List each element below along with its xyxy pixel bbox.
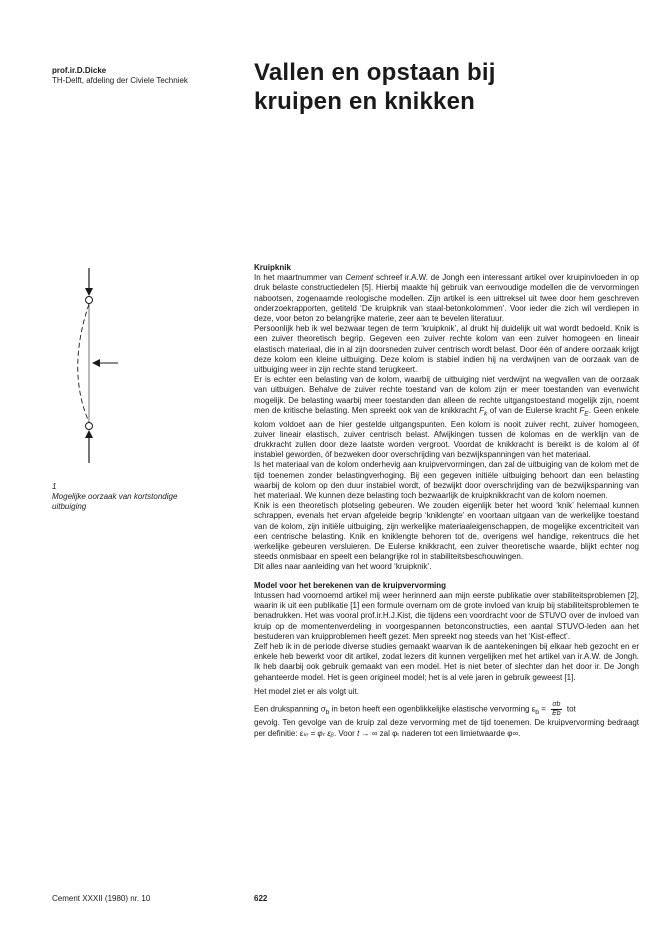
spacer	[254, 573, 639, 581]
subscript: k	[483, 410, 488, 418]
paragraph	[254, 273, 639, 324]
symbol-fe	[579, 405, 589, 418]
figure-caption-line-1: Mogelijke oorzaak van kortstondige	[52, 492, 178, 501]
text-run: . Voor	[333, 728, 358, 738]
deflected-column	[78, 304, 89, 422]
text-run: In het maartnummer van	[254, 273, 346, 283]
title-line-2: kruipen en knikken	[254, 88, 476, 115]
text-run: Er is echter een belasting van de kolom, waarbij de uitbuiging niet verdwijnt na wegvallen van de oorzaak van uitbuigen. Behalve de zuiver rechte toestand van de kolom zijn er meer toestanden van evenwicht mogelijk. De belasting waarbij meer toestanden dan alleen de rechte uitgangstoestand mogelijk zijn, noemt men de kritische belasting. Men spreekt ook van de knikkracht	[254, 375, 639, 415]
formula: ₖᵣ = φₜ εᵦ	[303, 728, 334, 738]
figure-caption	[52, 482, 237, 512]
symbol: F	[479, 405, 484, 415]
symbol: F	[579, 405, 585, 415]
paragraph: Zelf heb ik in de periode diverse studies gemaakt waarvan ik de aantekeningen bij elkaar heb gezocht en er enkele heb bewerkt voor dit artikel, zodat lezers dit kunnen vergelijken met het artikel van ir.A.W. de Jongh. Ik heb daarbij ook gebruik gemaakt van een model. Het is niet beter of slechter dan het door ir. De Jongh gehanteerde model. Het is geen origineel model; het is al vele jaren in gebruik geweest [1].	[254, 641, 639, 682]
figure-caption-line-2: uitbuiging	[52, 502, 87, 511]
text-run: Een drukspanning σ	[254, 704, 326, 714]
paragraph: Is het materiaal van de kolom onderhevig aan kruipvervormingen, dan zal de uitbuiging van de kolom met de tijd toenemen zonder belastingverhoging. Bij een gegeven initiële uitbuiging behoort dan een belasting waarbij de kolom op den duur instabiel wordt, of bezwijkt door overschrijding van de bezwijkspanning van het materiaal. We kunnen deze belasting toch bezwaarlijk de kruipknikkracht van de kolom noemen.	[254, 460, 639, 501]
author-block	[52, 66, 188, 86]
paragraph: Persoonlijk heb ik wel bezwaar tegen de term ‘kruipknik’, al drukt hij duidelijk uit wat wordt bedoeld. Knik is een zuiver theoretisch begrip. Gegeven een zuiver rechte kolom van een zuiver homogeen en lineair elastisch materiaal, die in al zijn doorsneden zuiver centrisch wordt belast. Door één of andere oorzaak krijgt deze kolom een kleine uitbuiging. Deze kolom is stabiel indien hij na verdwijnen van de oorzaak van de uitbuiging weer in zijn rechte stand terugkeert.	[254, 324, 639, 375]
top-hinge	[86, 297, 93, 304]
figure-number: 1	[52, 482, 57, 491]
text-run: of van de Eulerse kracht	[487, 405, 580, 415]
fraction-denominator: Eb	[552, 709, 561, 717]
subscript: E	[584, 410, 589, 418]
text-run: tot	[564, 704, 576, 714]
subscript: b	[535, 709, 539, 717]
column-buckling-figure	[60, 268, 120, 468]
paragraph: Het model ziet er als volgt uit.	[254, 686, 359, 696]
paragraph: Intussen had voornoemd artikel mij weer herinnerd aan mijn eerste publikatie over stabiliteitsproblemen [2], waarin ik uit een publikatie [1] een formule overnam om de grote invloed van kruip bij stabiliteitsproblemen te benadrukken. Het was vooral prof.ir.H.J.Kist, die tijdens een voordracht voor de STUVO over de invloed van kruip op de momentenverdeling in voorgespannen betonconstructies, een aantal STUVO-leden aan het bestuderen van kruipproblemen heeft gezet. Men spreekt nog steeds van het ‘Kist-effect’.	[254, 590, 639, 641]
subscript: b	[325, 709, 330, 717]
paragraph: Knik is een theoretisch plotseling gebeuren. We zouden eigenlijk beter het woord ‘knik’ helemaal kunnen schrappen, evenals het ervan afgeleide begrip ‘kniklengte’ en voortaan uitgaan van de werkelijke toestand van de kolom, zijn initiële uitbuiging, zijn werkelijke materiaaleigenschappen, de mogelijke excentriciteit van een centrische belasting. Knik en kniklengte behoren tot de, overigens wel handige, rekentrucs die het werkelijke gebeuren versluieren. De Eulerse knikkracht, een zuiver theoretische waarde, blijkt echter nog steeds onmisbaar en speelt een belangrijke rol in stabiliteitsbeschouwingen.	[254, 501, 639, 562]
author-name: prof.ir.D.Dicke	[52, 66, 107, 75]
page-number: 622	[254, 894, 268, 903]
journal-issue: Cement XXXII (1980) nr. 10	[52, 894, 151, 903]
formula: t → ∞	[357, 728, 378, 738]
top-load-arrowhead	[85, 288, 93, 296]
text-run: =	[538, 704, 549, 714]
bottom-hinge	[86, 423, 93, 430]
text-run: in beton heeft een ogenblikkelijke elastische vervorming ε	[329, 704, 536, 714]
title-line-1: Vallen en opstaan bij	[254, 59, 496, 86]
text-run: zal φₜ naderen tot een limietwaarde φ∞.	[377, 728, 521, 738]
fraction-numerator: σb	[552, 700, 561, 708]
article-body	[254, 263, 639, 739]
text-run: . Geen enkele kolom voldoet aan de hier gestelde uitgangspunten. Een kolom is nooit zuiver recht, zuiver homogeen, zuiver lineair elastisch, zuiver centrisch belast. Afwijkingen tussen de kolomas en de werklijn van de drukkracht zullen door deze laatste worden vergroot. Voordat de knikkracht is bereikt is de kolom al óf instabiel geworden, óf bezweken door overschrijding van bezwijkspanningen van het materiaal.	[254, 405, 640, 460]
text-run: gevolg. Ten gevolge van de kruip zal deze vervorming met de tijd toenemen. De kruipvervorming bedraagt per definitie: ε	[254, 718, 639, 738]
section-heading-kruipknik: Kruipknik	[254, 263, 291, 272]
journal-name: Cement	[345, 273, 374, 283]
formula-paragraph	[254, 701, 639, 718]
article-title	[254, 58, 634, 116]
section-heading-model: Model voor het berekenen van de kruipvervorming	[254, 580, 447, 590]
paragraph: Dit alles naar aanleiding van het woord ‘kruipknik’.	[254, 562, 432, 572]
paragraph	[254, 718, 639, 738]
lateral-force-arrowhead	[92, 359, 100, 367]
fraction	[551, 701, 562, 718]
text-run: schreef ir.A.W. de Jongh een interessant artikel over kruipinvloeden in op druk belaste constructiedelen [5]. Hierbij maakte hij gebruik van eenvoudige modellen die de vervormingen nabootsen, zogenaamde reologische modellen. Zijn artikel is een uittreksel uit twee door hem geschreven onderzoekrapporten, getiteld ‘De kruipknik van staal-betonkolommen’. Voor ieder die zich wil verdiepen in deze, voor beton zo belangrijke materie, zeer aan te bevelen literatuur.	[254, 273, 640, 324]
author-affiliation: TH-Delft, afdeling der Civiele Techniek	[52, 76, 188, 85]
paragraph	[254, 375, 639, 460]
